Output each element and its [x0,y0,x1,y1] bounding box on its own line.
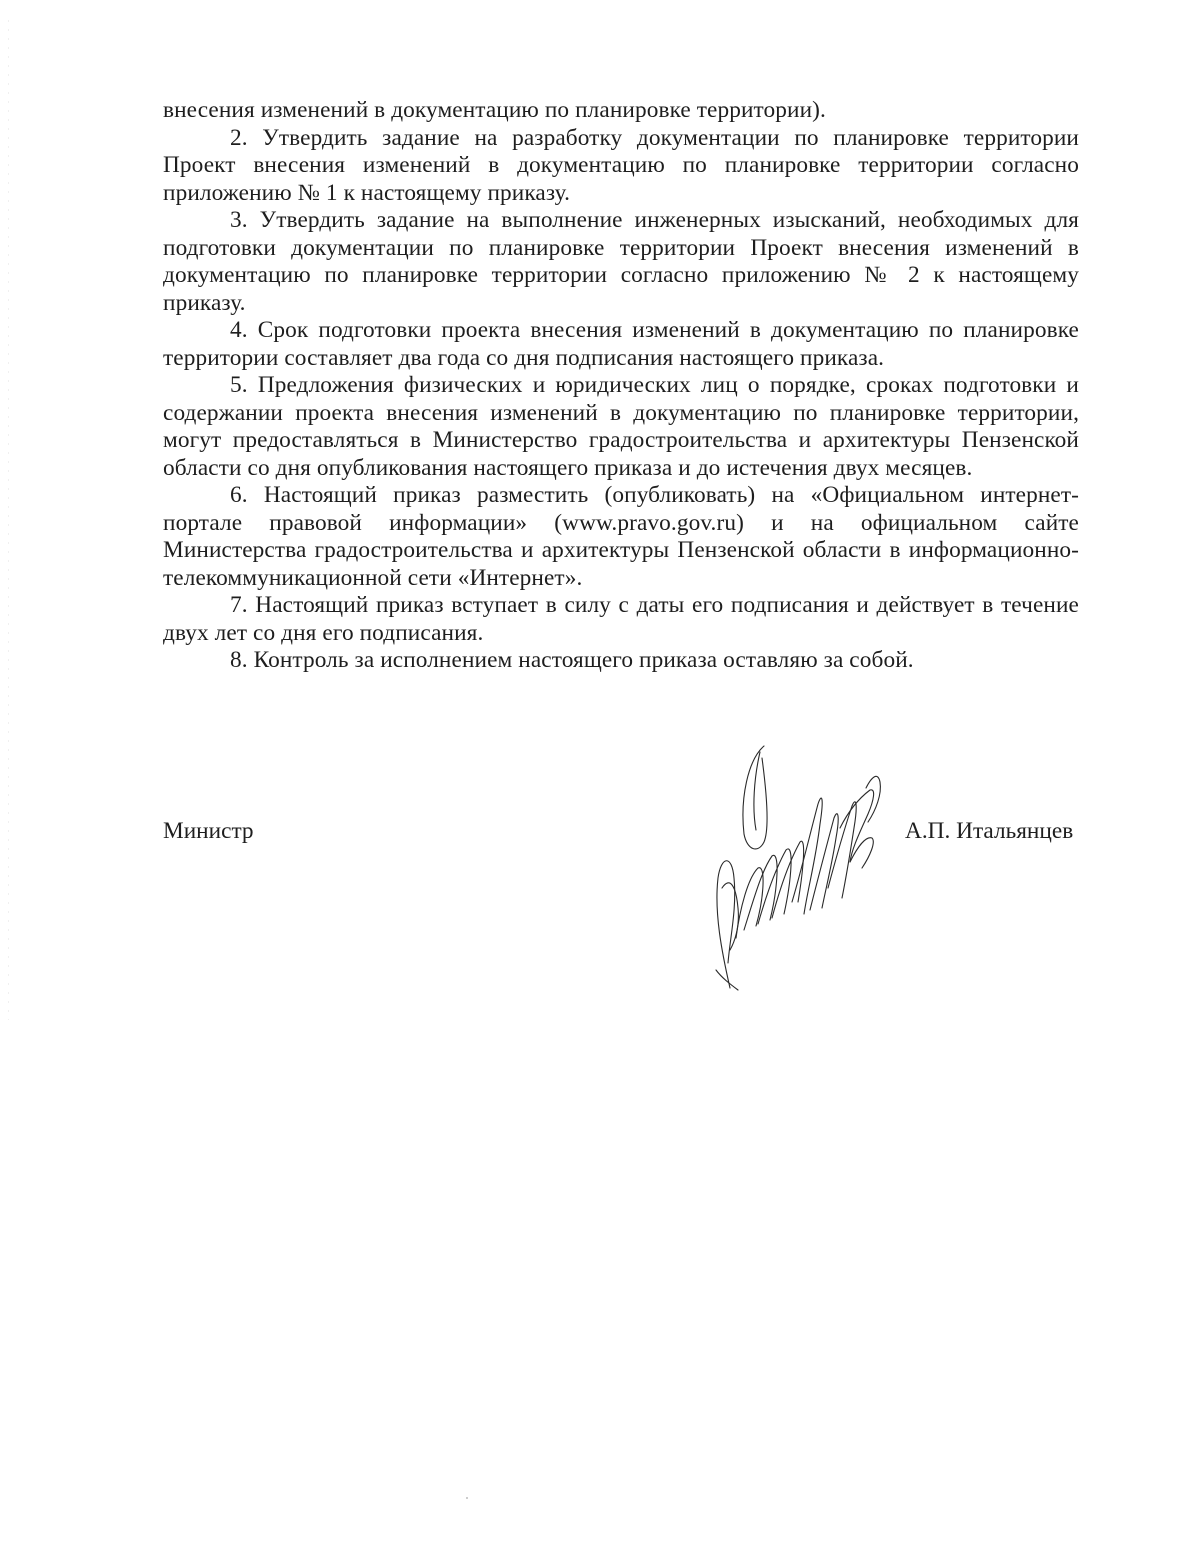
order-body [163,97,1079,675]
paragraph-item-5: 5. Предложения физических и юридических лиц о порядке, сроках подготовки и содержании проекта внесения изменений в документацию по планировке территории, могут предоставляться в Министерство градостроительства и архитектуры Пензенской области со дня опубликования настоящего приказа и до истечения двух месяцев. [163,372,1079,481]
paragraph-item-3: 3. Утвердить задание на выполнение инженерных изысканий, необходимых для подготовки документации по планировке территории Проект внесения изменений в документацию по планировке территории согласно приложению № 2 к настоящему приказу. [163,207,1079,316]
signatory-role: Министр [163,818,254,844]
paragraph-continuation: внесения изменений в документацию по планировке территории). [163,97,826,123]
paragraph-item-8: 8. Контроль за исполнением настоящего приказа оставляю за собой. [230,647,914,673]
paragraph-item-4: 4. Срок подготовки проекта внесения изменений в документацию по планировке территории составляет два года со дня подписания настоящего приказа. [163,317,1079,371]
scan-edge-artifact [8,20,9,1020]
paragraph-item-6: 6. Настоящий приказ разместить (опубликовать) на «Официальном интернет-портале правовой информации» (www.pravo.gov.ru) и на официальном сайте Министерства градостроительства и архитектуры Пензенской области в информационно-телекоммуникационной сети «Интернет». [163,482,1079,591]
paragraph-item-2: 2. Утвердить задание на разработку документации по планировке территории Проект внесения изменений в документацию по планировке территории согласно приложению № 1 к настоящему приказу. [163,124,1079,206]
handwritten-signature [700,738,890,993]
paragraph-item-7: 7. Настоящий приказ вступает в силу с даты его подписания и действует в течение двух лет со дня его подписания. [163,592,1079,646]
signatory-name: А.П. Итальянцев [905,818,1074,844]
scan-speck [466,1497,468,1499]
